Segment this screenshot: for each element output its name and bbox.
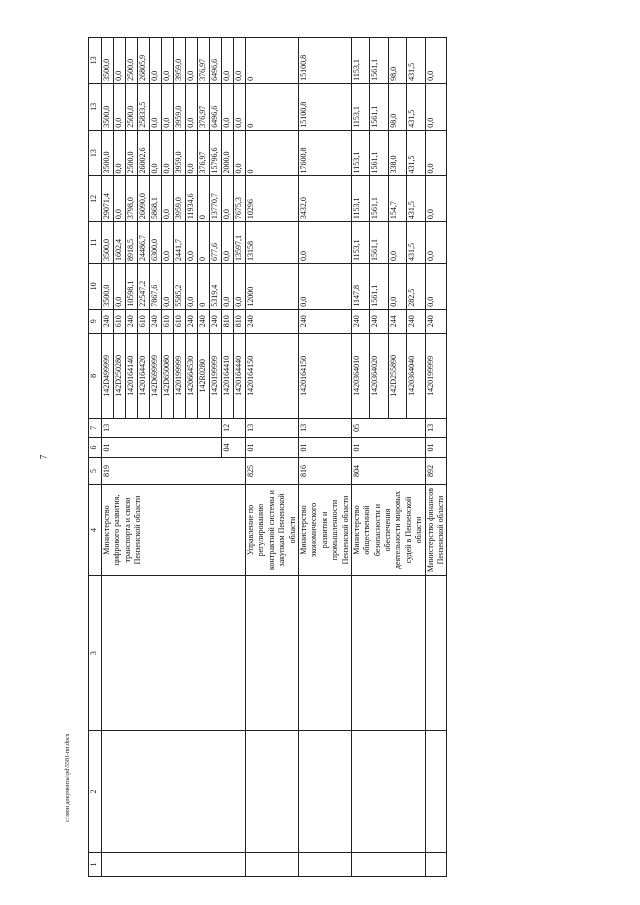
amount-cell: 0,0 (162, 176, 174, 222)
amount-cell: 6496,6 (210, 83, 222, 130)
amount-cell: 26002,6 (138, 130, 150, 176)
amount-cell: 282,5 (407, 264, 425, 310)
amount-cell: 0,0 (234, 264, 246, 310)
column-header: 5 (89, 458, 102, 485)
empty-cell (246, 852, 299, 876)
amount-cell: 2500,0 (126, 130, 138, 176)
amount-cell: 0,0 (425, 222, 447, 264)
target-article-code: 142D499999 (102, 333, 114, 418)
expense-type-code: 610 (174, 309, 186, 333)
subsection-code: 12 (222, 418, 246, 437)
target-article-code: 142D250280 (114, 333, 126, 418)
amount-cell: 1153,1 (351, 130, 369, 176)
amount-cell: 10598,1 (126, 264, 138, 310)
amount-cell: 6300,0 (150, 222, 162, 264)
rotated-table-container (88, 37, 613, 877)
amount-cell: 0 (246, 130, 299, 176)
amount-cell: 431,5 (407, 222, 425, 264)
amount-cell: 1153,1 (351, 83, 369, 130)
amount-cell: 0 (246, 38, 299, 84)
expense-type-code: 240 (150, 309, 162, 333)
column-header: 1 (89, 852, 102, 876)
amount-cell: 0,0 (222, 176, 234, 222)
expense-type-code: 240 (102, 309, 114, 333)
empty-cell (298, 576, 351, 731)
amount-cell: 0 (198, 264, 210, 310)
amount-cell: 0,0 (234, 130, 246, 176)
table-row (102, 38, 114, 877)
column-header: 13 (89, 130, 102, 176)
amount-cell: 0 (198, 222, 210, 264)
amount-cell: 431,5 (407, 130, 425, 176)
amount-cell: 431,5 (407, 38, 425, 84)
header-row (89, 38, 102, 877)
amount-cell: 338,0 (388, 130, 406, 176)
subsection-code: 05 (351, 418, 425, 437)
column-header: 9 (89, 309, 102, 333)
amount-cell: 98,0 (388, 83, 406, 130)
expense-type-code: 240 (298, 309, 351, 333)
empty-cell (102, 852, 246, 876)
department-name: Министерство цифрового развития, транспорта и связи Пензенской области (102, 484, 246, 575)
amount-cell: 0,0 (186, 222, 198, 264)
table-row (246, 38, 299, 877)
amount-cell: 3500,0 (102, 130, 114, 176)
amount-cell: 3432,0 (298, 176, 351, 222)
expense-type-code: 240 (186, 309, 198, 333)
department-name: Министерство общественной безопасности и обеспечения деятельности мировых судей в Пензенской области (351, 484, 425, 575)
amount-cell: 0,0 (298, 264, 351, 310)
expense-type-code: 240 (126, 309, 138, 333)
amount-cell: 0,0 (388, 264, 406, 310)
target-article-code: 1420364040 (407, 333, 425, 418)
amount-cell: 13158 (246, 222, 299, 264)
amount-cell: 0,0 (162, 264, 174, 310)
amount-cell: 3798,0 (126, 176, 138, 222)
amount-cell: 24486,7 (138, 222, 150, 264)
amount-cell: 7867,6 (150, 264, 162, 310)
table-body (102, 38, 447, 877)
department-name: Министерство экономического развития и промышленности Пензенской области (298, 484, 351, 575)
empty-cell (298, 731, 351, 853)
amount-cell: 0,0 (234, 38, 246, 84)
target-article-code: 1420364020 (370, 333, 388, 418)
file-path-footer: c:\мои документы\pd\5581-пп.docx (65, 733, 71, 822)
department-code: 804 (351, 458, 425, 485)
amount-cell: 0,0 (425, 176, 447, 222)
amount-cell: 0,0 (162, 83, 174, 130)
amount-cell: 17600,8 (298, 130, 351, 176)
target-article-code: 1420164150 (298, 333, 351, 418)
column-header: 13 (89, 83, 102, 130)
amount-cell: 1561,1 (370, 222, 388, 264)
target-article-code: 1420164140 (126, 333, 138, 418)
target-article-code: 1420164440 (234, 333, 246, 418)
expense-type-code: 610 (114, 309, 126, 333)
amount-cell: 0,0 (222, 264, 234, 310)
target-article-code: 1420164410 (222, 333, 234, 418)
amount-cell: 0,0 (114, 83, 126, 130)
department-code: 825 (246, 458, 299, 485)
amount-cell: 0,0 (114, 264, 126, 310)
column-header: 10 (89, 264, 102, 310)
amount-cell: 0 (246, 83, 299, 130)
amount-cell: 1147,8 (351, 264, 369, 310)
column-header: 7 (89, 418, 102, 437)
section-code: 01 (298, 437, 351, 457)
amount-cell: 3959,0 (174, 83, 186, 130)
amount-cell: 7675,3 (234, 176, 246, 222)
department-code: 816 (298, 458, 351, 485)
expense-type-code: 240 (370, 309, 388, 333)
amount-cell: 12000 (246, 264, 299, 310)
empty-cell (351, 731, 425, 853)
amount-cell: 0,0 (222, 222, 234, 264)
amount-cell: 3959,0 (174, 130, 186, 176)
amount-cell: 0,0 (150, 130, 162, 176)
expense-type-code: 244 (388, 309, 406, 333)
department-name: Министерство финансов Пензенской области (425, 484, 447, 575)
target-article-code: 1420199999 (425, 333, 447, 418)
amount-cell: 0,0 (222, 83, 234, 130)
column-header: 11 (89, 222, 102, 264)
subsection-code: 13 (298, 418, 351, 437)
column-header: 2 (89, 731, 102, 853)
amount-cell: 0,0 (425, 38, 447, 84)
amount-cell: 376,97 (198, 130, 210, 176)
column-header: 4 (89, 484, 102, 575)
amount-cell: 29071,4 (102, 176, 114, 222)
section-code: 04 (222, 437, 246, 457)
amount-cell: 1561,1 (370, 130, 388, 176)
subsection-code: 13 (425, 418, 447, 437)
amount-cell: 0 (198, 176, 210, 222)
amount-cell: 15796,6 (210, 130, 222, 176)
amount-cell: 1602,4 (114, 222, 126, 264)
section-code: 01 (102, 437, 222, 457)
amount-cell: 3500,0 (102, 83, 114, 130)
subsection-code: 13 (246, 418, 299, 437)
amount-cell: 0,0 (114, 130, 126, 176)
expense-type-code: 610 (162, 309, 174, 333)
expense-type-code: 810 (234, 309, 246, 333)
empty-cell (102, 576, 246, 731)
amount-cell: 1153,1 (351, 38, 369, 84)
amount-cell: 3959,0 (174, 176, 186, 222)
amount-cell: 13770,7 (210, 176, 222, 222)
expense-type-code: 240 (246, 309, 299, 333)
expense-type-code: 610 (138, 309, 150, 333)
empty-cell (351, 852, 425, 876)
amount-cell: 1153,1 (351, 176, 369, 222)
page-number: 7 (38, 454, 49, 460)
amount-cell: 25833,5 (138, 83, 150, 130)
subsection-code: 13 (102, 418, 222, 437)
amount-cell: 376,97 (198, 83, 210, 130)
amount-cell: 431,5 (407, 83, 425, 130)
empty-cell (246, 731, 299, 853)
target-article-code: 142D699999 (150, 333, 162, 418)
section-code: 01 (425, 437, 447, 457)
amount-cell: 13597,1 (234, 222, 246, 264)
amount-cell: 3500,0 (102, 38, 114, 84)
amount-cell: 0,0 (388, 222, 406, 264)
amount-cell: 1561,1 (370, 264, 388, 310)
column-header: 13 (89, 38, 102, 84)
table-row (298, 38, 351, 877)
amount-cell: 10296 (246, 176, 299, 222)
amount-cell: 98,0 (388, 38, 406, 84)
table-row (425, 38, 447, 877)
amount-cell: 376,97 (198, 38, 210, 84)
amount-cell: 26805,9 (138, 38, 150, 84)
target-article-code: 1420664530 (186, 333, 198, 418)
amount-cell: 2500,0 (126, 83, 138, 130)
amount-cell: 154,7 (388, 176, 406, 222)
amount-cell: 1561,1 (370, 38, 388, 84)
empty-cell (425, 852, 447, 876)
expense-type-code: 240 (351, 309, 369, 333)
budget-table (88, 37, 447, 877)
expense-type-code: 240 (198, 309, 210, 333)
amount-cell: 1561,1 (370, 176, 388, 222)
empty-cell (102, 731, 246, 853)
amount-cell: 0,0 (298, 222, 351, 264)
amount-cell: 11934,6 (186, 176, 198, 222)
amount-cell: 0,0 (425, 83, 447, 130)
target-article-code: 142R0280 (198, 333, 210, 418)
department-code: 892 (425, 458, 447, 485)
amount-cell: 2500,0 (126, 38, 138, 84)
target-article-code: 142D650080 (162, 333, 174, 418)
amount-cell: 1153,1 (351, 222, 369, 264)
amount-cell: 0,0 (186, 83, 198, 130)
target-article-code: 1420199999 (174, 333, 186, 418)
empty-cell (425, 731, 447, 853)
amount-cell: 431,5 (407, 176, 425, 222)
empty-cell (425, 576, 447, 731)
table-row (351, 38, 369, 877)
expense-type-code: 240 (407, 309, 425, 333)
department-name: Управление по регулированию контрактной системы и закупкам Пензенской области (246, 484, 299, 575)
amount-cell: 22547,2 (138, 264, 150, 310)
target-article-code: 1420164420 (138, 333, 150, 418)
amount-cell: 2441,7 (174, 222, 186, 264)
amount-cell: 3500,0 (102, 222, 114, 264)
amount-cell: 0,0 (186, 264, 198, 310)
amount-cell: 0,0 (114, 176, 126, 222)
column-header: 12 (89, 176, 102, 222)
department-code: 819 (102, 458, 246, 485)
amount-cell: 15100,8 (298, 83, 351, 130)
amount-cell: 0,0 (162, 38, 174, 84)
amount-cell: 0,0 (425, 264, 447, 310)
amount-cell: 0,0 (162, 130, 174, 176)
amount-cell: 26090,0 (138, 176, 150, 222)
expense-type-code: 240 (425, 309, 447, 333)
target-article-code: 1420364010 (351, 333, 369, 418)
amount-cell: 3959,0 (174, 38, 186, 84)
section-code: 01 (246, 437, 299, 457)
amount-cell: 0,0 (186, 38, 198, 84)
amount-cell: 15100,8 (298, 38, 351, 84)
amount-cell: 6496,6 (210, 38, 222, 84)
amount-cell: 0,0 (150, 38, 162, 84)
expense-type-code: 240 (210, 309, 222, 333)
target-article-code: 1420164150 (246, 333, 299, 418)
amount-cell: 3500,0 (102, 264, 114, 310)
empty-cell (246, 576, 299, 731)
amount-cell: 1561,1 (370, 83, 388, 130)
amount-cell: 2000,0 (222, 130, 234, 176)
amount-cell: 0,0 (162, 222, 174, 264)
expense-type-code: 810 (222, 309, 234, 333)
empty-cell (351, 576, 425, 731)
amount-cell: 0,0 (186, 130, 198, 176)
section-code: 01 (351, 437, 425, 457)
column-header: 6 (89, 437, 102, 457)
amount-cell: 0,0 (234, 83, 246, 130)
column-header: 8 (89, 333, 102, 418)
amount-cell: 0,0 (425, 130, 447, 176)
empty-cell (298, 852, 351, 876)
amount-cell: 8918,5 (126, 222, 138, 264)
amount-cell: 0,0 (150, 83, 162, 130)
amount-cell: 677,6 (210, 222, 222, 264)
amount-cell: 5319,4 (210, 264, 222, 310)
target-article-code: 1420199999 (210, 333, 222, 418)
target-article-code: 142D255890 (388, 333, 406, 418)
amount-cell: 0,0 (222, 38, 234, 84)
amount-cell: 5868,1 (150, 176, 162, 222)
column-header: 3 (89, 576, 102, 731)
amount-cell: 5585,2 (174, 264, 186, 310)
amount-cell: 0,0 (114, 38, 126, 84)
